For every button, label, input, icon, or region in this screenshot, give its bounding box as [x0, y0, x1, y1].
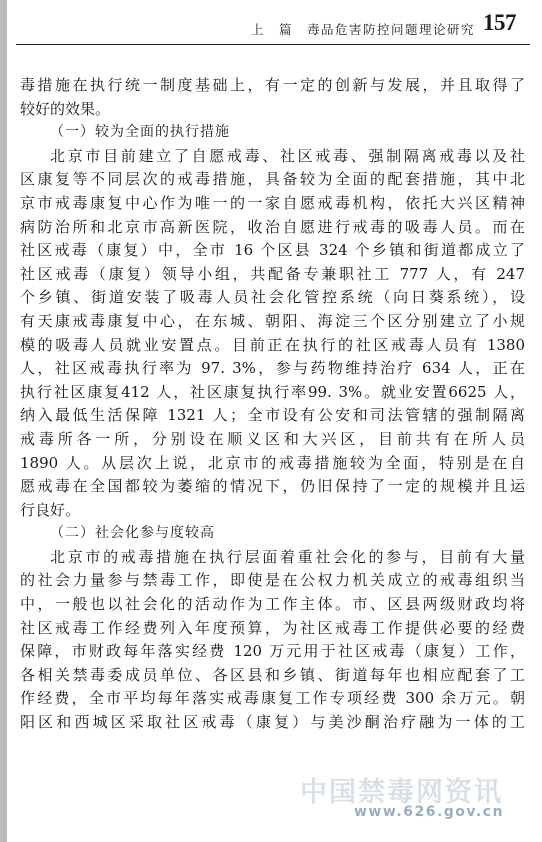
text-line: 各相关禁毒委成员单位、各区县和乡镇、街道每年也相应配套了工 — [20, 665, 525, 684]
text-line: 京市戒毒康复中心作为唯一的一家自愿戒毒机构，依托大兴区精神 — [20, 193, 525, 212]
section-heading: （二）社会化参与度较高 — [50, 525, 215, 542]
text-line: 阳区和西城区采取社区戒毒（康复）与美沙酮治疗融为一体的工 — [20, 713, 525, 732]
text-line: 保障，市财政每年落实经费 120 万元用于社区戒毒（康复）工作， — [20, 642, 525, 661]
text-line: 有天康戒毒康复中心，在东城、朝阳、海淀三个区分别建立了小规 — [20, 311, 525, 330]
text-line: 作经费，全市平均每年落实戒毒康复工作专项经费 300 余万元。朝 — [20, 689, 525, 708]
running-header — [0, 8, 530, 42]
watermark-title: 中国禁毒网资讯 — [300, 777, 503, 808]
text-line: 愿戒毒在全国都较为萎缩的情况下，仍旧保持了一定的规模并且运 — [20, 477, 525, 496]
watermark-url: www.626.gov.cn — [354, 804, 504, 820]
text-line: 行良好。 — [20, 500, 81, 519]
header-rule — [16, 44, 530, 45]
text-line: 病防治所和北京市高新医院，收治自愿进行戒毒的吸毒人员。而在 — [20, 217, 525, 236]
text-line: 较好的效果。 — [20, 99, 111, 118]
text-line: 社区戒毒工作经费列入年度预算，为社区戒毒工作提供必要的经费 — [20, 618, 525, 637]
running-title: 上 篇 毒品危害防控问题理论研究 — [250, 22, 475, 37]
text-line: 毒措施在执行统一制度基础上，有一定的创新与发展，并且取得了 — [20, 76, 525, 94]
text-line: 戒毒所各一所，分别设在顺义区和大兴区，目前共有在所人员 — [20, 429, 525, 448]
body-text — [20, 74, 525, 735]
section-heading: （一）较为全面的执行措施 — [50, 124, 230, 141]
text-line: 社区戒毒（康复）中，全市 16 个区县 324 个乡镇和街道都成立了 — [20, 241, 525, 260]
page-number: 157 — [483, 10, 516, 35]
text-line: 模的吸毒人员就业安置点。目前正在执行的社区戒毒人员有 1380 — [20, 335, 525, 354]
text-line: 纳入最低生活保障 1321 人；全市设有公安和司法管辖的强制隔离 — [20, 406, 525, 425]
page-edge-shadow — [0, 0, 7, 842]
text-line: 的社会力量参与禁毒工作，即使是在公权力机关成立的戒毒组织当 — [20, 571, 525, 590]
text-line: 人，社区戒毒执行率为 97. 3%，参与药物维持治疗 634 人，正在 — [20, 359, 525, 378]
text-line: 1890 人。从层次上说，北京市的戒毒措施较为全面，特别是在自 — [20, 453, 525, 472]
text-line: 北京市目前建立了自愿戒毒、社区戒毒、强制隔离戒毒以及社 — [50, 146, 525, 165]
text-line: 个乡镇、街道安装了吸毒人员社会化管控系统（向日葵系统），设 — [20, 288, 525, 307]
text-line: 北京市的戒毒措施在执行层面着重社会化的参与，目前有大量 — [50, 547, 525, 566]
text-line: 区康复等不同层次的戒毒措施，具备较为全面的配套措施，其中北 — [20, 170, 525, 189]
text-line: 执行社区康复412 人，社区康复执行率99. 3%。就业安置6625 人， — [20, 382, 525, 401]
text-line: 社区戒毒（康复）领导小组，共配备专兼职社工 777 人，有 247 — [20, 264, 525, 283]
text-line: 中，一般也以社会化的活动作为工作主体。市、区县两级财政均将 — [20, 595, 525, 614]
watermark — [300, 770, 540, 842]
